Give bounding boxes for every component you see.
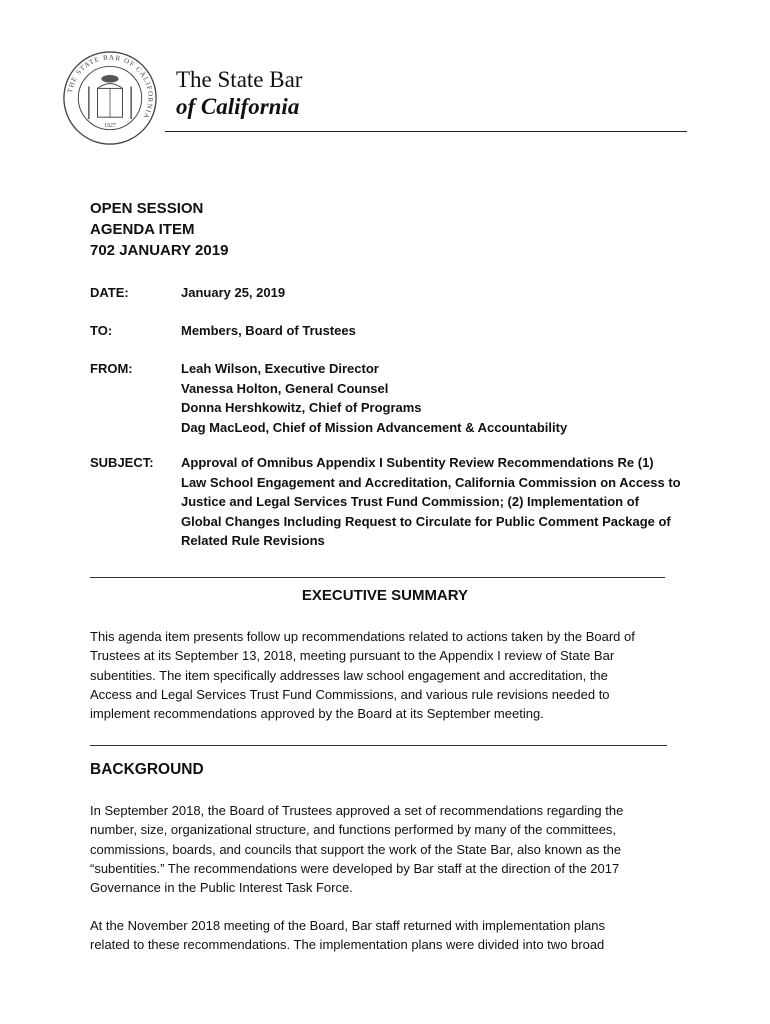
text-line: Trustees at its September 13, 2018, meeting pursuant to the Appendix I review of State Bar [90,648,615,664]
from-line: Donna Hershkowitz, Chief of Programs [181,400,422,415]
subject-line: Justice and Legal Services Trust Fund Commission; (2) Implementation of [181,494,639,509]
text-line: At the November 2018 meeting of the Board, Bar staff returned with implementation plans [90,918,605,933]
background-title: BACKGROUND [90,761,204,778]
subject-line: Approval of Omnibus Appendix I Subentity Review Recommendations Re (1) [181,455,654,470]
text-line: In September 2018, the Board of Trustees approved a set of recommendations regarding the [90,803,624,818]
org-name-line2: of California [176,94,300,119]
subject-line: Law School Engagement and Accreditation, California Commission on Access to [181,474,681,490]
background-paragraph-2 [90,916,690,955]
subject-label: SUBJECT: [90,455,154,470]
text-line: “subentities.” The recommendations were developed by Bar staff at the direction of the 2017 [90,860,620,876]
session-heading [90,198,228,261]
text-line: Governance in the Public Interest Task Force. [90,880,353,896]
session-line2: AGENDA ITEM [90,221,195,238]
section-divider [90,745,667,746]
date-value: January 25, 2019 [181,285,286,300]
section-divider [90,577,665,578]
org-name [176,66,302,120]
subject-line: Global Changes Including Request to Circulate for Public Comment Package of [181,513,671,529]
session-line3: 702 JANUARY 2019 [90,242,229,259]
from-line: Leah Wilson, Executive Director [181,361,379,376]
text-line: implement recommendations approved by the Board at its September meeting. [90,706,544,722]
session-line1: OPEN SESSION [90,200,204,217]
svg-text:THE STATE BAR OF CALIFORNIA: THE STATE BAR OF CALIFORNIA [66,54,154,121]
to-value: Members, Board of Trustees [181,323,356,338]
header-divider [165,131,687,132]
executive-summary-text [90,627,690,723]
state-bar-seal [62,50,158,146]
from-label: FROM: [90,361,133,376]
date-label: DATE: [90,285,129,300]
text-line: Access and Legal Services Trust Fund Commissions, and various rule revisions needed to [90,686,610,702]
background-paragraph-1 [90,801,690,897]
subject-line: Related Rule Revisions [181,533,325,548]
text-line: related to these recommendations. The implementation plans were divided into two broad [90,937,605,953]
text-line: number, size, organizational structure, and functions performed by many of the committees, [90,822,617,838]
from-line: Dag MacLeod, Chief of Mission Advancement & Accountability [181,419,568,435]
from-line: Vanessa Holton, General Counsel [181,380,389,396]
text-line: commissions, boards, and councils that support the work of the State Bar, also known as the [90,841,622,857]
executive-summary-title: EXECUTIVE SUMMARY [301,587,469,604]
text-line: This agenda item presents follow up recommendations related to actions taken by the Board of [90,629,635,644]
seal-year: 1927 [104,122,116,129]
text-line: subentities. The item specifically addresses law school engagement and accreditation, the [90,667,608,683]
to-label: TO: [90,323,113,338]
org-name-line1: The State Bar [176,67,303,92]
